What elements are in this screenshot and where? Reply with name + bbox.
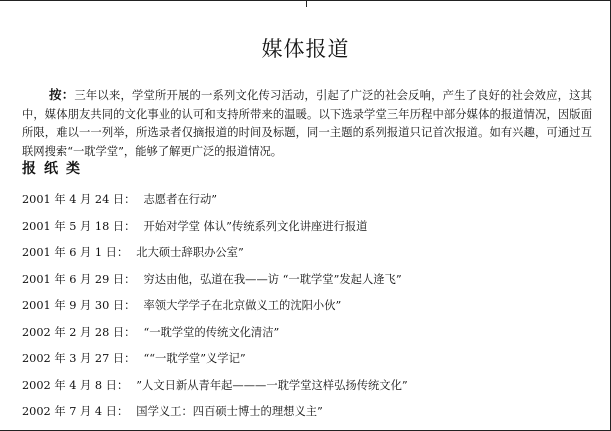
intro-lead: 按： (49, 87, 75, 103)
report-headline: 志愿者在行动” (143, 193, 218, 206)
report-item (22, 350, 592, 377)
page-title: 媒体报道 (261, 37, 350, 61)
intro-paragraph (22, 86, 592, 161)
report-date: 2001 年 5 月 18 日： (22, 219, 136, 233)
report-item (22, 218, 592, 245)
report-headline: ““一耽学堂”义学记” (143, 352, 246, 365)
report-date: 2002 年 3 月 27 日： (22, 352, 136, 365)
intro-body: 三年以来，学堂所开展的一系列文化传习活动，引起了广泛的社会反响，产生了良好的社会效应，这其中，媒体朋友共同的文化事业的认可和支持所带来的温暖。以下选录学堂三年历程中部分媒体的报道情况，因版面所限，难以一一列举，所选录者仅摘报道的时间及标题，同一主题的系列报道只记首次报道。如有兴趣，可通过互联网搜索“一耽学堂”，能够了解更广泛的报道情况。 (22, 89, 592, 158)
report-date: 2002 年 2 月 28 日： (22, 325, 136, 339)
report-date: 2002 年 7 月 4 日： (22, 405, 129, 418)
report-item (22, 244, 592, 271)
report-item (22, 271, 592, 298)
report-headline: 穷达由他，弘道在我——访 “一耽学堂”发起人逄飞” (143, 272, 402, 286)
report-date: 2001 年 6 月 1 日： (22, 246, 129, 259)
section-title: 报纸类 (22, 161, 88, 177)
report-item (22, 297, 592, 324)
report-item (22, 191, 592, 218)
report-headline: “一耽学堂的传统文化清洁” (143, 325, 280, 339)
report-headline: 开始对学堂 体认”传统系列文化讲座进行报道 (143, 219, 368, 233)
report-list (22, 191, 592, 430)
report-date: 2002 年 4 月 8 日： (22, 378, 129, 392)
report-item (22, 377, 592, 404)
report-date: 2001 年 9 月 30 日： (22, 299, 136, 312)
page-top-mark (306, 1, 307, 7)
report-headline: 北大硕士辞职办公室” (136, 246, 244, 259)
report-date: 2001 年 4 月 24 日： (22, 193, 136, 206)
report-headline: 率领大学学子在北京做义工的沈阳小伙” (143, 299, 342, 312)
report-headline: ”人文日新从青年起———一耽学堂这样弘扬传统文化” (136, 378, 408, 392)
report-item (22, 403, 592, 430)
report-date: 2001 年 6 月 29 日： (22, 272, 136, 286)
report-item (22, 324, 592, 351)
report-headline: 国学义工：四百硕士博士的理想义主” (136, 405, 323, 418)
